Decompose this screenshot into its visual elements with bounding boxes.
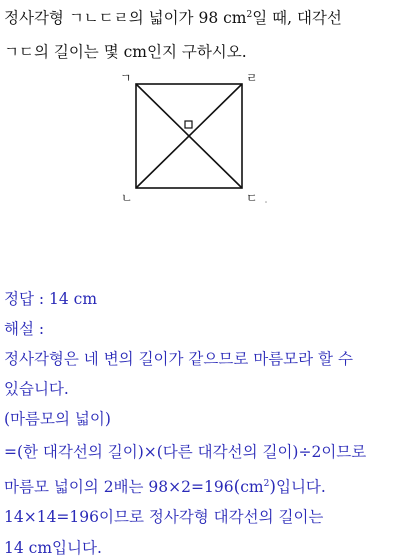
explanation-line-6: 14×14=196이므로 정사각형 대각선의 길이는 (4, 508, 324, 526)
unit-superscript: 2 (263, 479, 270, 489)
explanation-line-2: 있습니다. (4, 380, 69, 398)
stray-mark (265, 201, 267, 203)
vertex-label-bottom-right: ㄷ (246, 191, 258, 205)
answer-line (4, 287, 97, 309)
vertex-label-top-right: ㄹ (246, 71, 258, 85)
question-text-1: 정사각형 ㄱㄴㄷㄹ의 넓이가 98 cm (4, 9, 247, 27)
question-superscript: 2 (246, 10, 253, 20)
explanation-text-5b: 입니다. (275, 478, 326, 496)
explanation-line-1: 정사각형은 네 변의 길이가 같으므로 마름모라 할 수 (4, 350, 353, 368)
question-line-2: ㄱㄷ의 길이는 몇 cm인지 구하시오. (4, 43, 247, 61)
explanation-label: 해설 : (4, 320, 45, 338)
right-angle-marker (185, 121, 192, 128)
question-text-1b: 일 때, 대각선 (252, 9, 342, 27)
explanation-text-5a: 마름모 넓이의 2배는 98×2=196 (4, 478, 234, 496)
square-figure (118, 70, 268, 205)
explanation-line-5 (4, 475, 326, 497)
unit-close-paren: ) (269, 477, 276, 497)
vertex-label-bottom-left: ㄴ (121, 191, 133, 205)
answer-label: 정답 : (4, 290, 50, 308)
unit-text: cm (240, 478, 264, 496)
question-line-1 (4, 6, 342, 28)
explanation-line-4: =(한 대각선의 길이)×(다른 대각선의 길이)÷2이므로 (4, 443, 367, 461)
explanation-line-3: (마름모의 넓이) (4, 410, 111, 428)
vertex-label-top-left: ㄱ (120, 71, 132, 85)
explanation-line-7: 14 cm입니다. (4, 539, 102, 557)
unit-open-paren: ( (233, 477, 241, 497)
answer-value: 14 cm (49, 290, 98, 308)
